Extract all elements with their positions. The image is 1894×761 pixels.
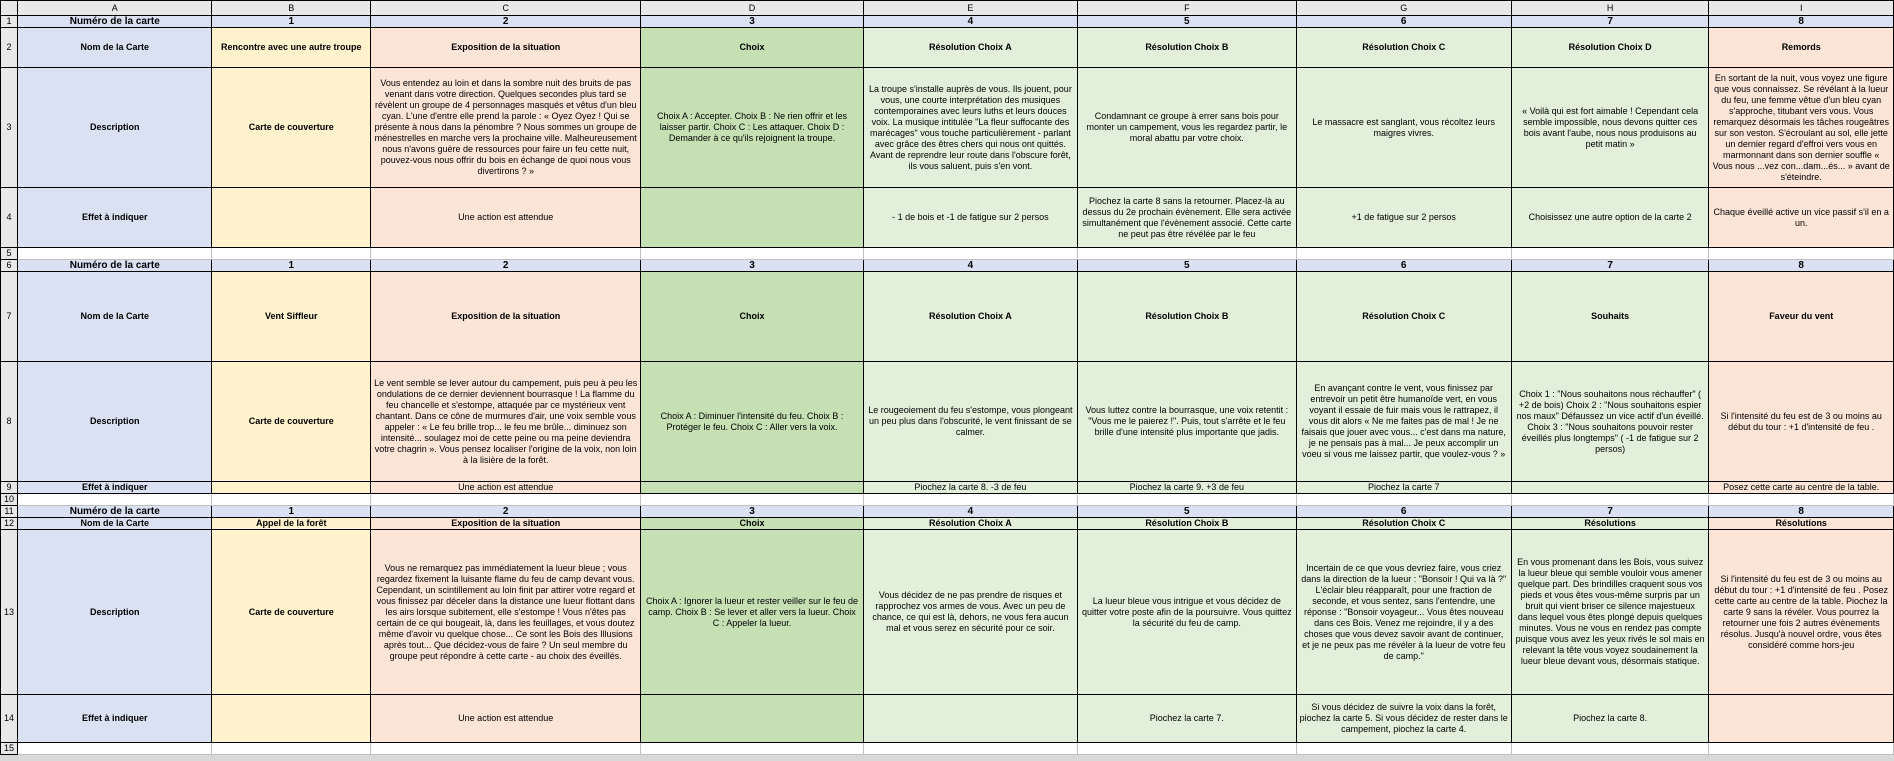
- row-header-7[interactable]: 7: [1, 272, 18, 362]
- cell-c3[interactable]: Vous entendez au loin et dans la sombre nuit des bruits de pas venant dans votre direction. Quelques secondes plus tard se révèlent un groupe de 4 personnages masqués et vêtus d'un bleu cyan. L'une d'entre elle prend la parole : « Oyez Oyez ! Qui se présente à nous dans la pénombre ? Nous sommes un groupe de ménestrelles en marche vers la prochaine ville. Malheureusement nous n'avons guère de ressources pour faire un feu cette nuit, pouvez-vous nous offrir du bois en échange de quoi nous vous divertirons ? »: [371, 68, 641, 188]
- column-header-d[interactable]: D: [641, 1, 863, 16]
- cell-d9[interactable]: [641, 482, 863, 494]
- cell-g15[interactable]: [1296, 743, 1511, 755]
- column-header-e[interactable]: E: [863, 1, 1077, 16]
- cell-e5[interactable]: [863, 248, 1077, 260]
- cell-f13[interactable]: La lueur bleue vous intrigue et vous décidez de quitter votre poste afin de la poursuivre. Vous quittez la sécurité du feu de camp.: [1078, 530, 1296, 695]
- cell-c15[interactable]: [371, 743, 641, 755]
- cell-f3[interactable]: Condamnant ce groupe à errer sans bois pour monter un campement, vous les regardez partir, le moral abattu par votre choix.: [1078, 68, 1296, 188]
- row-header-15[interactable]: 15: [1, 743, 18, 755]
- cell-f15[interactable]: [1078, 743, 1296, 755]
- cell-d11[interactable]: 3: [641, 506, 863, 518]
- cell-g5[interactable]: [1296, 248, 1511, 260]
- cell-b6[interactable]: 1: [212, 260, 371, 272]
- cell-i15[interactable]: [1709, 743, 1894, 755]
- cell-d8[interactable]: Choix A : Diminuer l'intensité du feu. Choix B : Protéger le feu. Choix C : Aller vers la voix.: [641, 362, 863, 482]
- cell-a9[interactable]: Effet à indiquer: [18, 482, 212, 494]
- cell-f11[interactable]: 5: [1078, 506, 1296, 518]
- cell-a1[interactable]: Numéro de la carte: [18, 16, 212, 28]
- cell-e1[interactable]: 4: [863, 16, 1077, 28]
- select-all-corner[interactable]: [1, 1, 18, 16]
- cell-b4[interactable]: [212, 188, 371, 248]
- cell-f14[interactable]: Piochez la carte 7.: [1078, 695, 1296, 743]
- cell-b12[interactable]: Appel de la forêt: [212, 518, 371, 530]
- cell-c13[interactable]: Vous ne remarquez pas immédiatement la lueur bleue ; vous regardez fixement la luisante flame du feu de camp devant vous. Cependant, un scintillement au loin finit par attirer votre regard et vous finissez par déceler dans la distance une lueur flottant dans les airs lorsque subitement, elle s'estompe ! Vous n'êtes pas certain de ce qui bougeait, là, dans les feuillages, et vous doutez même d'avoir vu quelque chose... Ce sont les Bois des Illusions après tout... Que décidez-vous de faire ? Un seul membre du groupe peut répondre à cette carte - au choix des éveillés.: [371, 530, 641, 695]
- column-header-h[interactable]: H: [1511, 1, 1708, 16]
- cell-a11[interactable]: Numéro de la carte: [18, 506, 212, 518]
- cell-i9[interactable]: Posez cette carte au centre de la table.: [1709, 482, 1894, 494]
- cell-a2[interactable]: Nom de la Carte: [18, 28, 212, 68]
- cell-a3[interactable]: Description: [18, 68, 212, 188]
- cell-b9[interactable]: [212, 482, 371, 494]
- cell-c6[interactable]: 2: [371, 260, 641, 272]
- row-header-2[interactable]: 2: [1, 28, 18, 68]
- cell-i8[interactable]: Si l'intensité du feu est de 3 ou moins au début du tour : +1 d'intensité de feu .: [1709, 362, 1894, 482]
- cell-g3[interactable]: Le massacre est sanglant, vous récoltez leurs maigres vivres.: [1296, 68, 1511, 188]
- cell-f2[interactable]: Résolution Choix B: [1078, 28, 1296, 68]
- cell-e15[interactable]: [863, 743, 1077, 755]
- cell-g7[interactable]: Résolution Choix C: [1296, 272, 1511, 362]
- cell-g6[interactable]: 6: [1296, 260, 1511, 272]
- cell-d4[interactable]: [641, 188, 863, 248]
- cell-f6[interactable]: 5: [1078, 260, 1296, 272]
- cell-e3[interactable]: La troupe s'installe auprès de vous. Ils jouent, pour vous, une courte interprétation des musiques contemporaines avec leurs luths et leurs douces voix. La musique intitulée "La fleur suffocante des marécages" vous touche particulièrement - parlant avec grâce des êtres chers qui nous ont quittés. Avant de reprendre leur route dans l'obscure forêt, ils vous saluent, puis s'en vont.: [863, 68, 1077, 188]
- cell-d3[interactable]: Choix A : Accepter. Choix B : Ne rien offrir et les laisser partir. Choix C : Les attaquer. Choix D : Demander à ce qu'ils rejoignent la troupe.: [641, 68, 863, 188]
- cell-d10[interactable]: [641, 494, 863, 506]
- cell-g1[interactable]: 6: [1296, 16, 1511, 28]
- cell-f5[interactable]: [1078, 248, 1296, 260]
- row-header-10[interactable]: 10: [1, 494, 18, 506]
- cell-c10[interactable]: [371, 494, 641, 506]
- cell-a8[interactable]: Description: [18, 362, 212, 482]
- cell-g13[interactable]: Incertain de ce que vous devriez faire, vous criez dans la direction de la lueur : "Bonsoir ! Qui va là ?" L'éclair bleu réapparaît, pour une fraction de seconde, et vous sentez, sans l'entendre, une réponse : "Bonsoir voyageur... Vous êtes nouveau dans ces Bois. Venez me rejoindre, il y a des choses que vous devez savoir avant de continuer, et je ne peux pas me révéler à la lueur de votre feu de camp.": [1296, 530, 1511, 695]
- cell-h13[interactable]: En vous promenant dans les Bois, vous suivez la lueur bleue qui semble vouloir vous amener quelque part. Des brindilles craquent sous vos pieds et vous êtes vous-même surpris par un bruit qui vient briser ce silence majestueux dans lequel vous êtes plongé depuis quelques minutes. Vous ne vous en rendez pas compte puisque vous avez les yeux rivés le sol mais en relevant la tête vous voyez soudainement la lueur bleue devant vous, désormais statique.: [1511, 530, 1708, 695]
- cell-b11[interactable]: 1: [212, 506, 371, 518]
- cell-h15[interactable]: [1511, 743, 1708, 755]
- cell-d14[interactable]: [641, 695, 863, 743]
- cell-g9[interactable]: Piochez la carte 7: [1296, 482, 1511, 494]
- cell-g12[interactable]: Résolution Choix C: [1296, 518, 1511, 530]
- cell-i3[interactable]: En sortant de la nuit, vous voyez une figure que vous connaissez. Se révélant à la lueur du feu, une femme vêtue d'un bleu cyan s'approche, titubant vers vous. Vous remarquez désormais les tâches rougeâtres sur son veston. S'écroulant au sol, elle jette un dernier regard d'effroi vers vous en marmonnant dans son dernier souffle « Vous nous ...vez con...dam...és... » avant de s'éteindre.: [1709, 68, 1894, 188]
- cell-i7[interactable]: Faveur du vent: [1709, 272, 1894, 362]
- cell-f1[interactable]: 5: [1078, 16, 1296, 28]
- cell-d5[interactable]: [641, 248, 863, 260]
- cell-b2[interactable]: Rencontre avec une autre troupe: [212, 28, 371, 68]
- cell-c4[interactable]: Une action est attendue: [371, 188, 641, 248]
- cell-i12[interactable]: Résolutions: [1709, 518, 1894, 530]
- cell-i14[interactable]: [1709, 695, 1894, 743]
- cell-h10[interactable]: [1511, 494, 1708, 506]
- row-header-3[interactable]: 3: [1, 68, 18, 188]
- cell-c14[interactable]: Une action est attendue: [371, 695, 641, 743]
- cell-a13[interactable]: Description: [18, 530, 212, 695]
- row-header-13[interactable]: 13: [1, 530, 18, 695]
- row-header-4[interactable]: 4: [1, 188, 18, 248]
- cell-f10[interactable]: [1078, 494, 1296, 506]
- cell-c8[interactable]: Le vent semble se lever autour du campement, puis peu à peu les ondulations de ce dernier deviennent bourrasque ! La flamme du feu chancelle et s'estompe, attaquée par ce mystérieux vent chantant. Dans ce cône de murmures d'air, une voix semble vous appeler : « Le feu brille trop... le feu me brûle... diminuez son intensité... soulagez moi de cette peine ou ma peine deviendra votre chagrin ». Vous pensez localiser l'origine de la voix, non loin à la lisière de la forêt.: [371, 362, 641, 482]
- cell-b3[interactable]: Carte de couverture: [212, 68, 371, 188]
- row-header-1[interactable]: 1: [1, 16, 18, 28]
- cell-e4[interactable]: - 1 de bois et -1 de fatigue sur 2 persos: [863, 188, 1077, 248]
- row-header-9[interactable]: 9: [1, 482, 18, 494]
- cell-g4[interactable]: +1 de fatigue sur 2 persos: [1296, 188, 1511, 248]
- cell-h8[interactable]: Choix 1 : "Nous souhaitons nous réchauffer" ( +2 de bois) Choix 2 : "Nous souhaitons espier nos maux" Défaussez un vice actif d'un éveillé. Choix 3 : "Nous souhaitons pouvoir rester éveillés plus longtemps" ( -1 de fatigue sur 2 persos): [1511, 362, 1708, 482]
- cell-i4[interactable]: Chaque éveillé active un vice passif s'il en a un.: [1709, 188, 1894, 248]
- cell-f12[interactable]: Résolution Choix B: [1078, 518, 1296, 530]
- cell-b7[interactable]: Vent Siffleur: [212, 272, 371, 362]
- column-header-a[interactable]: A: [18, 1, 212, 16]
- cell-d15[interactable]: [641, 743, 863, 755]
- cell-h1[interactable]: 7: [1511, 16, 1708, 28]
- cell-h14[interactable]: Piochez la carte 8.: [1511, 695, 1708, 743]
- cell-b1[interactable]: 1: [212, 16, 371, 28]
- cell-e12[interactable]: Résolution Choix A: [863, 518, 1077, 530]
- cell-d12[interactable]: Choix: [641, 518, 863, 530]
- row-header-12[interactable]: 12: [1, 518, 18, 530]
- cell-a14[interactable]: Effet à indiquer: [18, 695, 212, 743]
- cell-b14[interactable]: [212, 695, 371, 743]
- column-header-i[interactable]: I: [1709, 1, 1894, 16]
- row-header-5[interactable]: 5: [1, 248, 18, 260]
- cell-g11[interactable]: 6: [1296, 506, 1511, 518]
- cell-e9[interactable]: Piochez la carte 8. -3 de feu: [863, 482, 1077, 494]
- cell-b8[interactable]: Carte de couverture: [212, 362, 371, 482]
- cell-a5[interactable]: [18, 248, 212, 260]
- cell-d7[interactable]: Choix: [641, 272, 863, 362]
- column-header-f[interactable]: F: [1078, 1, 1296, 16]
- cell-g8[interactable]: En avançant contre le vent, vous finissez par entrevoir un petit être humanoïde vert, en vous voyant il essaie de fuir mais vous le rattrapez, il vous dit alors « Ne me faites pas de mal ! Je ne faisais que jouer avec vous... c'est dans ma nature, je ne pensais pas à mal... Je peux accomplir un voeu si vous me laissez partir, que voulez-vous ? »: [1296, 362, 1511, 482]
- cell-a6[interactable]: Numéro de la carte: [18, 260, 212, 272]
- cell-b13[interactable]: Carte de couverture: [212, 530, 371, 695]
- cell-h7[interactable]: Souhaits: [1511, 272, 1708, 362]
- cell-d13[interactable]: Choix A : Ignorer la lueur et rester veiller sur le feu de camp. Choix B : Se lever et aller vers la lueur. Choix C : Appeler la lueur.: [641, 530, 863, 695]
- cell-h2[interactable]: Résolution Choix D: [1511, 28, 1708, 68]
- cell-a4[interactable]: Effet à indiquer: [18, 188, 212, 248]
- cell-i1[interactable]: 8: [1709, 16, 1894, 28]
- cell-b10[interactable]: [212, 494, 371, 506]
- cell-e11[interactable]: 4: [863, 506, 1077, 518]
- cell-c9[interactable]: Une action est attendue: [371, 482, 641, 494]
- cell-c11[interactable]: 2: [371, 506, 641, 518]
- cell-i5[interactable]: [1709, 248, 1894, 260]
- cell-f9[interactable]: Piochez la carte 9. +3 de feu: [1078, 482, 1296, 494]
- cell-e10[interactable]: [863, 494, 1077, 506]
- cell-e14[interactable]: [863, 695, 1077, 743]
- cell-f4[interactable]: Piochez la carte 8 sans la retourner. Placez-là au dessus du 2e prochain évènement. Elle sera activée simultanément que l'évènement associé. Cette carte ne peut pas être révélée par le feu: [1078, 188, 1296, 248]
- cell-i2[interactable]: Remords: [1709, 28, 1894, 68]
- column-header-c[interactable]: C: [371, 1, 641, 16]
- cell-i11[interactable]: 8: [1709, 506, 1894, 518]
- cell-g10[interactable]: [1296, 494, 1511, 506]
- cell-h6[interactable]: 7: [1511, 260, 1708, 272]
- cell-d2[interactable]: Choix: [641, 28, 863, 68]
- cell-f8[interactable]: Vous luttez contre la bourrasque, une voix retentit : "Vous me le paierez !". Puis, tout s'arrête et le feu brille d'une intensité plus importante que jadis.: [1078, 362, 1296, 482]
- column-header-g[interactable]: G: [1296, 1, 1511, 16]
- cell-e7[interactable]: Résolution Choix A: [863, 272, 1077, 362]
- cell-e13[interactable]: Vous décidez de ne pas prendre de risques et rapprochez vos armes de vous. Avec un peu de chance, ce qui est là, dehors, ne vous fera aucun mal et vous serez en sécurité pour ce soir.: [863, 530, 1077, 695]
- cell-i10[interactable]: [1709, 494, 1894, 506]
- cell-b5[interactable]: [212, 248, 371, 260]
- cell-h3[interactable]: « Voilà qui est fort aimable ! Cependant cela semble impossible, nous devons quitter ces bois avant l'aube, nous nous produisons au petit matin »: [1511, 68, 1708, 188]
- row-header-14[interactable]: 14: [1, 695, 18, 743]
- row-header-6[interactable]: 6: [1, 260, 18, 272]
- cell-i13[interactable]: Si l'intensité du feu est de 3 ou moins au début du tour : +1 d'intensité de feu . Posez cette carte au centre de la table. Piochez la carte 9 sans la révéler. Vous pourrez la retourner une fois 2 autres évènements résolus. Jusqu'à nouvel ordre, vous êtes considéré comme hors-jeu: [1709, 530, 1894, 695]
- cell-d6[interactable]: 3: [641, 260, 863, 272]
- cell-f7[interactable]: Résolution Choix B: [1078, 272, 1296, 362]
- cell-h12[interactable]: Résolutions: [1511, 518, 1708, 530]
- cell-g2[interactable]: Résolution Choix C: [1296, 28, 1511, 68]
- cell-c12[interactable]: Exposition de la situation: [371, 518, 641, 530]
- cell-h9[interactable]: [1511, 482, 1708, 494]
- cell-e2[interactable]: Résolution Choix A: [863, 28, 1077, 68]
- cell-i6[interactable]: 8: [1709, 260, 1894, 272]
- row-header-11[interactable]: 11: [1, 506, 18, 518]
- cell-a15[interactable]: [18, 743, 212, 755]
- cell-h4[interactable]: Choisissez une autre option de la carte 2: [1511, 188, 1708, 248]
- cell-c5[interactable]: [371, 248, 641, 260]
- cell-e6[interactable]: 4: [863, 260, 1077, 272]
- cell-a12[interactable]: Nom de la Carte: [18, 518, 212, 530]
- cell-g14[interactable]: Si vous décidez de suivre la voix dans la forêt, piochez la carte 5. Si vous décidez de rester dans le campement, piochez la carte 4.: [1296, 695, 1511, 743]
- cell-c2[interactable]: Exposition de la situation: [371, 28, 641, 68]
- column-header-b[interactable]: B: [212, 1, 371, 16]
- cell-c7[interactable]: Exposition de la situation: [371, 272, 641, 362]
- row-header-8[interactable]: 8: [1, 362, 18, 482]
- cell-d1[interactable]: 3: [641, 16, 863, 28]
- cell-h5[interactable]: [1511, 248, 1708, 260]
- cell-a7[interactable]: Nom de la Carte: [18, 272, 212, 362]
- cell-a10[interactable]: [18, 494, 212, 506]
- cell-e8[interactable]: Le rougeoiement du feu s'estompe, vous plongeant un peu plus dans l'obscurité, le vent finissant de se calmer.: [863, 362, 1077, 482]
- cell-c1[interactable]: 2: [371, 16, 641, 28]
- cell-h11[interactable]: 7: [1511, 506, 1708, 518]
- cell-b15[interactable]: [212, 743, 371, 755]
